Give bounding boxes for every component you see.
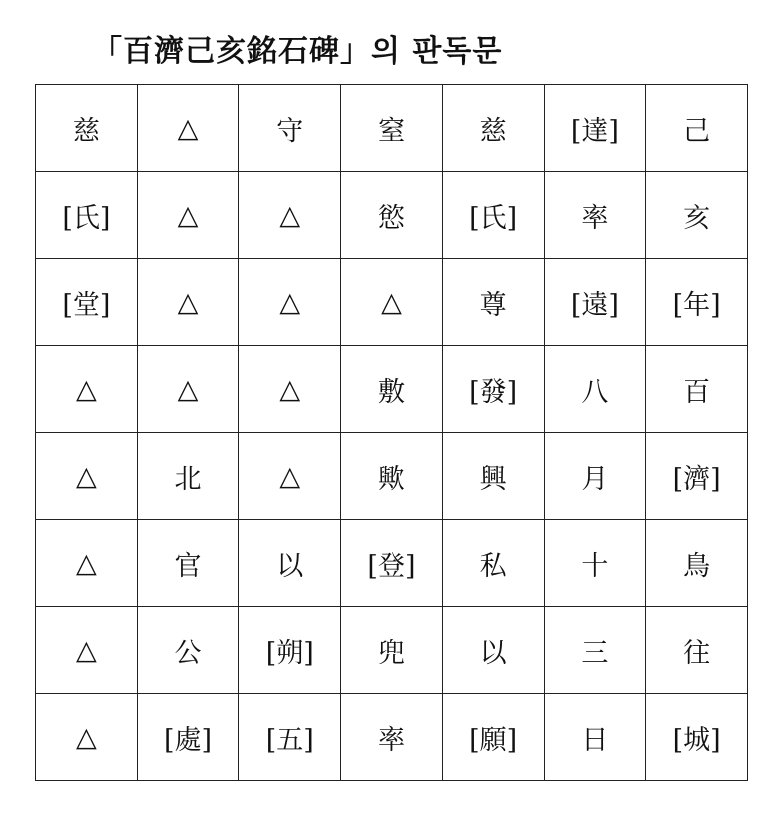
grid-row [36, 259, 748, 346]
grid-cell: △ [239, 346, 341, 433]
grid-cell: △ [137, 172, 239, 259]
grid-cell: [處] [137, 694, 239, 781]
grid-cell: 慈 [36, 85, 138, 172]
grid-cell: 亥 [646, 172, 748, 259]
grid-cell: 率 [341, 694, 443, 781]
grid-cell: 慾 [341, 172, 443, 259]
grid-cell: △ [36, 694, 138, 781]
grid-row [36, 433, 748, 520]
grid-cell: [朔] [239, 607, 341, 694]
grid-cell: [氏] [442, 172, 544, 259]
grid-row [36, 520, 748, 607]
grid-cell: [年] [646, 259, 748, 346]
grid-cell: 率 [544, 172, 646, 259]
grid-cell: [堂] [36, 259, 138, 346]
grid-cell: 守 [239, 85, 341, 172]
grid-cell: △ [36, 346, 138, 433]
grid-cell: [達] [544, 85, 646, 172]
grid-cell: [登] [341, 520, 443, 607]
grid-row [36, 346, 748, 433]
grid-cell: [願] [442, 694, 544, 781]
grid-cell: 三 [544, 607, 646, 694]
grid-cell: 往 [646, 607, 748, 694]
grid-cell: △ [137, 85, 239, 172]
grid-cell: △ [137, 259, 239, 346]
grid-cell: 十 [544, 520, 646, 607]
grid-cell: [發] [442, 346, 544, 433]
inscription-grid [35, 84, 748, 781]
grid-row [36, 607, 748, 694]
grid-cell: 興 [442, 433, 544, 520]
grid-cell: [遠] [544, 259, 646, 346]
grid-cell: 月 [544, 433, 646, 520]
grid-cell: △ [36, 433, 138, 520]
grid-cell: 尊 [442, 259, 544, 346]
grid-cell: 私 [442, 520, 544, 607]
grid-cell: 日 [544, 694, 646, 781]
grid-cell: 官 [137, 520, 239, 607]
grid-cell: △ [36, 520, 138, 607]
grid-cell: △ [341, 259, 443, 346]
grid-row [36, 172, 748, 259]
grid-cell: △ [239, 433, 341, 520]
grid-cell: 公 [137, 607, 239, 694]
grid-cell: △ [137, 346, 239, 433]
grid-cell: △ [239, 259, 341, 346]
inscription-grid-body [36, 85, 748, 781]
page-title: 「百濟己亥銘石碑」의 판독문 [92, 34, 503, 69]
grid-cell: 八 [544, 346, 646, 433]
grid-cell: 以 [442, 607, 544, 694]
grid-cell: 北 [137, 433, 239, 520]
grid-cell: 鳥 [646, 520, 748, 607]
grid-cell: 歟 [341, 433, 443, 520]
grid-cell: 百 [646, 346, 748, 433]
grid-cell: 己 [646, 85, 748, 172]
grid-cell: 兜 [341, 607, 443, 694]
grid-cell: [城] [646, 694, 748, 781]
grid-cell: [濟] [646, 433, 748, 520]
grid-cell: 敷 [341, 346, 443, 433]
grid-cell: △ [239, 172, 341, 259]
grid-row [36, 85, 748, 172]
grid-cell: [氏] [36, 172, 138, 259]
grid-cell: 以 [239, 520, 341, 607]
grid-cell: 窒 [341, 85, 443, 172]
grid-cell: [五] [239, 694, 341, 781]
grid-cell: △ [36, 607, 138, 694]
grid-row [36, 694, 748, 781]
grid-cell: 慈 [442, 85, 544, 172]
